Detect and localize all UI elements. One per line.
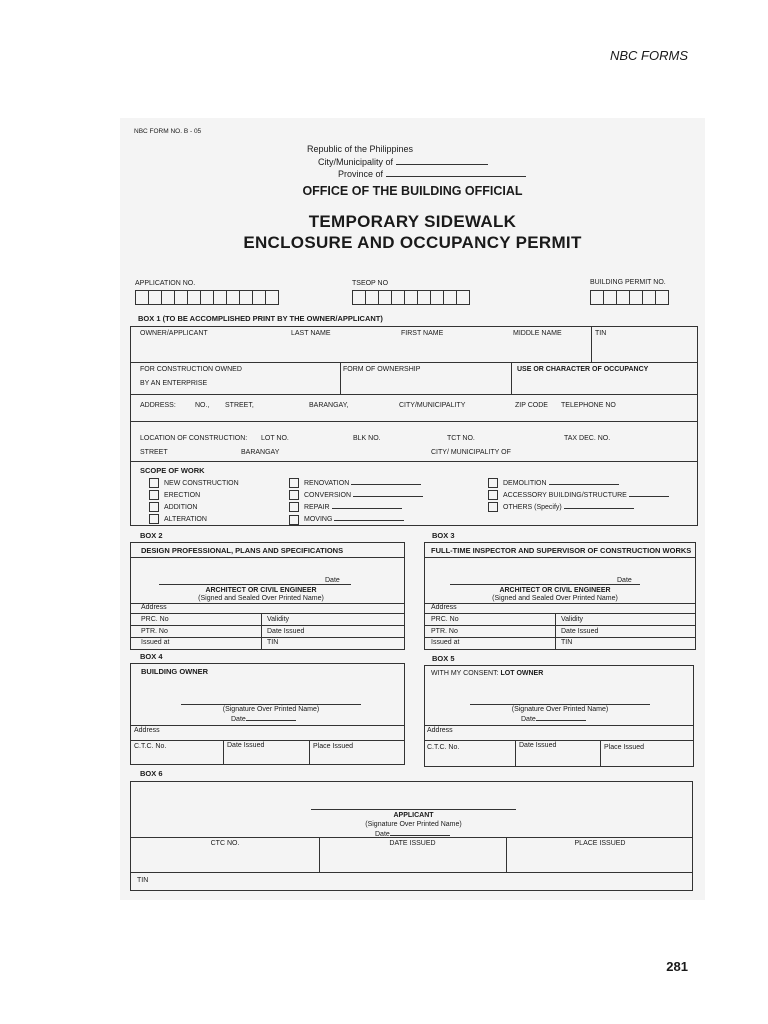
alteration-checkbox[interactable] <box>149 514 159 524</box>
conversion-checkbox[interactable] <box>289 490 299 500</box>
moving-checkbox[interactable] <box>289 515 299 525</box>
city-label: City/Municipality of <box>318 157 394 167</box>
box3-date-label: Date <box>617 577 632 584</box>
page-number: 281 <box>666 959 688 974</box>
box5-ctc-label: C.T.C. No. <box>427 744 460 751</box>
city-line <box>318 156 488 167</box>
box2 <box>130 542 405 650</box>
box5-address-label: Address <box>427 727 453 734</box>
lot-no-label: LOT NO. <box>261 435 289 442</box>
box5-date-row <box>521 714 586 724</box>
form-number: NBC FORM NO. B - 05 <box>134 128 202 135</box>
scope-col3 <box>488 478 669 512</box>
conversion-label: CONVERSION <box>304 492 352 500</box>
box6-applicant: APPLICANT <box>393 812 434 819</box>
box4-date-row <box>231 714 296 724</box>
box6-ctc-label: CTC NO. <box>210 840 240 847</box>
blk-no-label: BLK NO. <box>353 435 381 442</box>
addition-label: ADDITION <box>164 503 198 511</box>
addition-checkbox[interactable] <box>149 502 159 512</box>
address-city-label: CITY/MUNICIPALITY <box>399 402 466 409</box>
box3-label: BOX 3 <box>432 531 455 540</box>
page-header: NBC FORMS <box>610 48 688 63</box>
box3 <box>424 542 696 650</box>
province-blank <box>386 168 526 177</box>
renovation-label: RENOVATION <box>304 480 350 487</box>
repair-checkbox[interactable] <box>289 502 299 512</box>
middle-name-label: MIDDLE NAME <box>513 330 562 337</box>
new-construction-label: NEW CONSTRUCTION <box>164 479 239 487</box>
location-barangay-label: BARANGAY <box>241 449 280 456</box>
demolition-label: DEMOLITION <box>503 480 547 487</box>
box5-place-issued-label: Place Issued <box>604 744 645 751</box>
office-title: OFFICE OF THE BUILDING OFFICIAL <box>302 184 523 198</box>
box5 <box>424 665 694 767</box>
others-checkbox[interactable] <box>488 502 498 512</box>
telephone-label: TELEPHONE NO <box>561 402 616 409</box>
application-no-boxes <box>135 290 278 305</box>
for-construction-label: FOR CONSTRUCTION OWNED <box>140 366 242 373</box>
others-label: OTHERS (Specify) <box>503 504 562 512</box>
box6-label: BOX 6 <box>140 769 163 778</box>
box2-title: DESIGN PROFESSIONAL, PLANS AND SPECIFICATIONS <box>141 546 344 555</box>
box2-ptr-label: PTR. No <box>141 628 168 635</box>
demolition-checkbox[interactable] <box>488 478 498 488</box>
box5-consent-label: WITH MY CONSENT: <box>431 670 499 677</box>
box3-issued-at-label: Issued at <box>431 639 460 646</box>
box6-date-issued-label: DATE ISSUED <box>389 840 436 847</box>
moving-label: MOVING <box>304 516 333 524</box>
alteration-label: ALTERATION <box>164 515 207 523</box>
erection-checkbox[interactable] <box>149 490 159 500</box>
scanned-form <box>120 118 705 900</box>
location-street-label: STREET <box>140 449 168 456</box>
box2-label: BOX 2 <box>140 531 163 540</box>
box2-issued-at-label: Issued at <box>141 639 170 646</box>
building-permit-no-boxes <box>590 290 668 305</box>
zip-code-label: ZIP CODE <box>515 402 548 409</box>
box5-sig: (Signature Over Printed Name) <box>511 706 609 713</box>
tseop-no-label: TSEOP NO <box>352 280 389 287</box>
box3-sig2: (Signed and Sealed Over Printed Name) <box>492 595 618 602</box>
scope-of-work-label: SCOPE OF WORK <box>140 466 205 475</box>
tseop-no-boxes <box>352 290 469 305</box>
box4-label: BOX 4 <box>140 652 163 661</box>
erection-label: ERECTION <box>164 491 201 499</box>
box3-date-issued-label: Date Issued <box>561 628 599 635</box>
box1 <box>130 326 698 526</box>
tin-label: TIN <box>595 330 607 337</box>
box3-validity-label: Validity <box>561 616 584 623</box>
form-title-line1: TEMPORARY SIDEWALK <box>308 212 517 231</box>
box2-date-issued-label: Date Issued <box>267 628 305 635</box>
box3-ptr-label: PTR. No <box>431 628 458 635</box>
box6-date-label: Date <box>375 831 390 838</box>
box5-date-issued-label: Date Issued <box>519 742 557 749</box>
box1-title: BOX 1 (TO BE ACCOMPLISHED PRINT BY THE OWNER/APPLICANT) <box>138 314 383 323</box>
location-label: LOCATION OF CONSTRUCTION: <box>140 435 248 442</box>
box5-date-label: Date <box>521 716 536 723</box>
form-title-line2: ENCLOSURE AND OCCUPANCY PERMIT <box>243 233 582 252</box>
application-no-label: APPLICATION NO. <box>135 280 196 287</box>
box6 <box>130 781 693 891</box>
accessory-checkbox[interactable] <box>488 490 498 500</box>
tax-dec-label: TAX DEC. NO. <box>564 435 611 442</box>
first-name-label: FIRST NAME <box>401 330 444 337</box>
box5-label: BOX 5 <box>432 654 455 663</box>
box3-tin-label: TIN <box>561 639 573 646</box>
new-construction-checkbox[interactable] <box>149 478 159 488</box>
province-label: Province of <box>338 169 384 179</box>
box2-prc-label: PRC. No <box>141 616 169 623</box>
address-street-label: STREET, <box>225 402 254 409</box>
accessory-label: ACCESSORY BUILDING/STRUCTURE <box>503 492 627 500</box>
box2-address-label: Address <box>141 604 167 611</box>
box4-sig: (Signature Over Printed Name) <box>222 706 320 713</box>
republic-label: Republic of the Philippines <box>306 144 414 154</box>
box3-prc-label: PRC. No <box>431 616 459 623</box>
location-city-label: CITY/ MUNICIPALITY OF <box>431 449 511 456</box>
tct-no-label: TCT NO. <box>447 435 475 442</box>
box4-ctc-label: C.T.C. No. <box>134 743 167 750</box>
box4-address-label: Address <box>134 727 160 734</box>
box2-date-label: Date <box>325 577 340 584</box>
address-barangay-label: BARANGAY, <box>309 402 349 409</box>
repair-label: REPAIR <box>304 504 330 512</box>
box3-title: FULL-TIME INSPECTOR AND SUPERVISOR OF CONSTRUCTION WORKS <box>431 546 692 555</box>
address-label: ADDRESS: <box>140 402 176 409</box>
box6-tin-label: TIN <box>137 877 149 884</box>
box2-tin-label: TIN <box>267 639 279 646</box>
box5-consent-row <box>431 670 543 678</box>
form-ownership-label: FORM OF OWNERSHIP <box>343 366 421 373</box>
box6-place-issued-label: PLACE ISSUED <box>574 840 626 847</box>
by-enterprise-label: BY AN ENTERPRISE <box>140 380 208 387</box>
city-blank <box>396 156 488 165</box>
building-permit-no-label: BUILDING PERMIT NO. <box>590 279 666 286</box>
box3-address-label: Address <box>431 604 457 611</box>
box4-place-issued-label: Place Issued <box>313 743 354 750</box>
box3-sig1: ARCHITECT OR CIVIL ENGINEER <box>499 587 611 594</box>
scope-col2 <box>289 478 423 525</box>
box4-title: BUILDING OWNER <box>141 667 209 676</box>
renovation-checkbox[interactable] <box>289 478 299 488</box>
box5-lot-owner-label: LOT OWNER <box>500 670 544 677</box>
use-occupancy-label: USE OR CHARACTER OF OCCUPANCY <box>517 366 649 373</box>
box2-sig2: (Signed and Sealed Over Printed Name) <box>198 595 324 602</box>
owner-label: OWNER/APPLICANT <box>140 330 208 337</box>
address-no-label: NO., <box>195 402 210 409</box>
province-line <box>338 168 526 179</box>
box4-date-label: Date <box>231 716 246 723</box>
box4 <box>130 663 405 765</box>
scope-col1 <box>149 478 239 524</box>
box6-sig: (Signature Over Printed Name) <box>365 821 462 828</box>
box4-date-issued-label: Date Issued <box>227 742 265 749</box>
last-name-label: LAST NAME <box>291 330 331 337</box>
box2-sig1: ARCHITECT OR CIVIL ENGINEER <box>205 587 317 594</box>
box2-validity-label: Validity <box>267 616 290 623</box>
